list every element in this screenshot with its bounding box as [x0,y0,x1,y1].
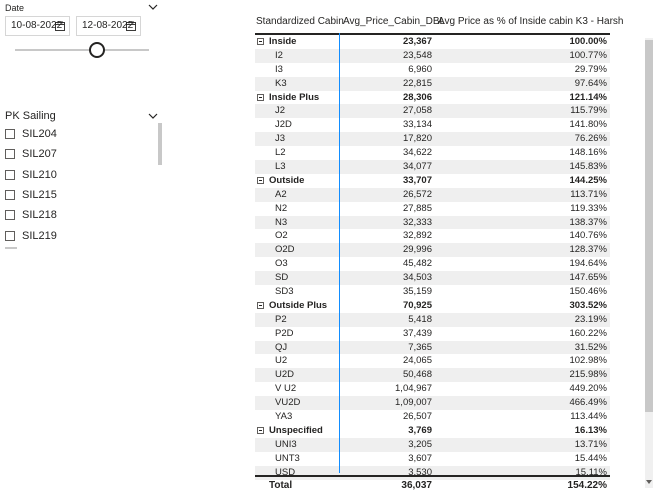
matrix-row[interactable] [255,229,610,243]
pct-value: 113.71% [570,188,607,200]
total-row [255,475,610,495]
matrix-row[interactable] [255,132,610,146]
row-label: P2D [275,327,294,339]
pct-value: 100.77% [569,49,607,61]
row-label: Outside [269,174,305,186]
row-label: K3 [275,77,287,89]
avg-price-value: 24,065 [402,355,432,367]
avg-price-value: 37,439 [402,327,432,339]
pk-sailing-list [5,124,155,246]
matrix-body [255,35,610,480]
avg-price-value: 7,365 [408,341,432,353]
pk-sailing-item-label: SIL215 [22,189,57,202]
pct-value: 138.37% [569,216,607,228]
pct-value: 97.64% [574,77,607,89]
pk-sailing-item-label: SIL207 [22,148,57,161]
row-label: P2 [275,313,287,325]
pct-value: 31.52% [574,341,607,353]
pct-value: 15.11% [575,466,607,478]
pct-value: 15.44% [574,452,607,464]
row-label: V U2 [275,383,297,395]
matrix-group-row[interactable] [255,35,610,49]
checkbox[interactable] [5,210,15,220]
row-label: O3 [275,258,288,270]
row-label: L2 [275,147,286,159]
row-label: SD3 [275,286,294,298]
pk-sailing-item[interactable] [5,144,155,164]
pct-value: 449.20% [569,383,607,395]
avg-price-value: 45,482 [402,258,432,270]
column-header-avg-price[interactable]: Avg_Price_Cabin_DBL [343,16,446,27]
row-label: Inside [269,36,297,47]
avg-price-value: 26,572 [402,188,432,200]
row-label: L3 [275,161,286,173]
pct-value: 148.16% [569,147,607,159]
row-label: VU2D [275,397,301,409]
collapse-icon[interactable] [257,38,264,45]
row-label: SD [275,272,289,284]
date-slider-track[interactable] [15,49,149,51]
matrix-row[interactable] [255,63,610,77]
matrix-row[interactable] [255,257,610,271]
pct-value: 466.49% [569,397,607,409]
row-label: J3 [275,133,286,145]
avg-price-value: 50,468 [402,369,432,381]
pk-list-clipped-item [5,247,17,249]
row-label: A2 [275,188,287,200]
matrix-group-row[interactable] [255,299,610,313]
pk-sailing-item[interactable] [5,205,155,225]
matrix-row[interactable] [255,354,610,368]
avg-price-value: 1,09,007 [395,397,432,409]
avg-price-value: 22,815 [402,77,432,89]
pct-value: 144.25% [569,174,607,186]
pct-value: 194.64% [569,258,607,270]
row-label: UNI3 [275,438,297,450]
pct-value: 150.46% [569,286,607,298]
column-header-pct-inside[interactable]: Avg Price as % of Inside cabin K3 - Harsh [438,16,624,27]
pk-sailing-item-label: SIL219 [22,229,57,242]
pct-value: 147.65% [569,272,607,284]
matrix-scrollbar-thumb[interactable] [645,40,653,412]
avg-price-value: 29,996 [402,244,432,256]
matrix-row[interactable] [255,410,610,424]
row-label: QJ [275,341,288,353]
pct-value: 76.26% [574,133,607,145]
matrix-row[interactable] [255,49,610,63]
pk-sailing-item[interactable] [5,185,155,205]
start-date-input[interactable] [5,16,70,36]
avg-price-value: 3,607 [408,452,432,464]
checkbox[interactable] [5,170,15,180]
pk-sailing-item-label: SIL218 [22,209,57,222]
pk-sailing-item[interactable] [5,225,155,245]
matrix-row[interactable] [255,438,610,452]
avg-price-value: 23,367 [402,36,432,47]
avg-price-value: 17,820 [402,133,432,145]
row-label: UNT3 [275,452,300,464]
chevron-down-icon[interactable] [148,111,158,121]
pk-sailing-item[interactable] [5,165,155,185]
row-label: N3 [275,216,288,228]
pct-value: 303.52% [569,299,607,311]
column-header-cabin[interactable]: Standardized Cabin [256,16,344,27]
row-label: Outside Plus [269,299,328,311]
matrix-row[interactable] [255,313,610,327]
collapse-icon[interactable] [257,94,264,101]
collapse-icon[interactable] [257,302,264,309]
matrix-group-row[interactable] [255,174,610,188]
column-divider [339,33,340,473]
pct-value: 100.00% [569,36,607,47]
pct-value: 23.19% [574,313,607,325]
avg-price-value: 33,707 [402,174,432,186]
row-label: U2D [275,369,295,381]
pct-value: 145.83% [569,161,607,173]
avg-price-value: 33,134 [402,119,432,131]
avg-price-value: 3,205 [408,438,432,450]
checkbox[interactable] [5,149,15,159]
total-label: Total [269,480,293,491]
avg-price-value: 34,077 [402,161,432,173]
collapse-icon[interactable] [257,427,264,434]
chevron-down-icon[interactable] [148,2,158,12]
pct-value: 128.37% [569,244,607,256]
pct-value: 115.79% [570,105,607,117]
pct-value: 160.22% [569,327,607,339]
avg-price-value: 3,769 [408,424,432,436]
avg-price-value: 34,503 [402,272,432,284]
avg-price-value: 27,058 [402,105,432,117]
pk-sailing-item-label: SIL204 [22,128,57,141]
total-pct: 154.22% [567,480,607,491]
matrix-row[interactable] [255,368,610,382]
matrix-row[interactable] [255,77,610,91]
calendar-icon[interactable] [55,21,65,31]
row-label: O2 [275,230,288,242]
checkbox[interactable] [5,190,15,200]
date-slider-thumb[interactable] [89,42,105,58]
checkbox[interactable] [5,231,15,241]
avg-price-value: 26,507 [402,411,432,423]
total-avg-price: 36,037 [401,480,432,491]
matrix-row[interactable] [255,118,610,132]
matrix-row[interactable] [255,452,610,466]
pk-sailing-item-label: SIL210 [22,168,57,181]
end-date-input[interactable] [76,16,141,36]
avg-price-value: 3,530 [408,466,432,478]
row-label: Inside Plus [269,91,320,103]
end-date-value: 12-08-2022 [82,20,134,31]
row-label: U2 [275,355,288,367]
avg-price-value: 23,548 [402,49,432,61]
avg-price-value: 32,892 [402,230,432,242]
pct-value: 141.80% [569,119,607,131]
matrix-row[interactable] [255,327,610,341]
matrix-row[interactable] [255,271,610,285]
calendar-icon[interactable] [126,21,136,31]
pct-value: 215.98% [569,369,607,381]
pct-value: 13.71% [574,438,607,450]
pct-value: 29.79% [574,63,607,75]
start-date-value: 10-08-2022 [11,20,63,31]
pct-value: 113.44% [570,411,607,423]
pct-value: 16.13% [574,424,607,436]
avg-price-value: 70,925 [402,299,432,311]
pk-sailing-title: PK Sailing [5,110,56,122]
avg-price-value: 32,333 [402,216,432,228]
matrix-row[interactable] [255,382,610,396]
matrix-group-row[interactable] [255,424,610,438]
avg-price-value: 34,622 [402,147,432,159]
pct-value: 121.14% [569,91,607,103]
date-slicer-title: Date [5,3,25,13]
checkbox[interactable] [5,129,15,139]
avg-price-value: 27,885 [402,202,432,214]
avg-price-value: 5,418 [408,313,432,325]
row-label: I2 [275,49,283,61]
pk-list-scrollbar[interactable] [158,123,162,165]
matrix-row[interactable] [255,146,610,160]
row-label: YA3 [275,411,293,423]
matrix-row[interactable] [255,202,610,216]
avg-price-value: 1,04,967 [395,383,432,395]
matrix-row[interactable] [255,243,610,257]
pct-value: 119.33% [570,202,607,214]
pk-sailing-item[interactable] [5,124,155,144]
matrix-row[interactable] [255,160,610,174]
row-label: J2 [275,105,286,117]
avg-price-value: 28,306 [402,91,432,103]
pct-value: 102.98% [569,355,607,367]
row-label: N2 [275,202,288,214]
collapse-icon[interactable] [257,177,264,184]
matrix-row[interactable] [255,341,610,355]
matrix-row[interactable] [255,216,610,230]
avg-price-value: 6,960 [408,63,432,75]
matrix-row[interactable] [255,396,610,410]
matrix-row[interactable] [255,104,610,118]
row-label: USD [275,466,296,478]
matrix-row[interactable] [255,285,610,299]
matrix-row[interactable] [255,188,610,202]
matrix-group-row[interactable] [255,91,610,105]
row-label: J2D [275,119,292,131]
scroll-down-icon[interactable] [646,480,652,484]
row-label: O2D [275,244,295,256]
avg-price-value: 35,159 [402,286,432,298]
row-label: Unspecified [269,424,323,436]
row-label: I3 [275,63,283,75]
pct-value: 140.76% [569,230,607,242]
